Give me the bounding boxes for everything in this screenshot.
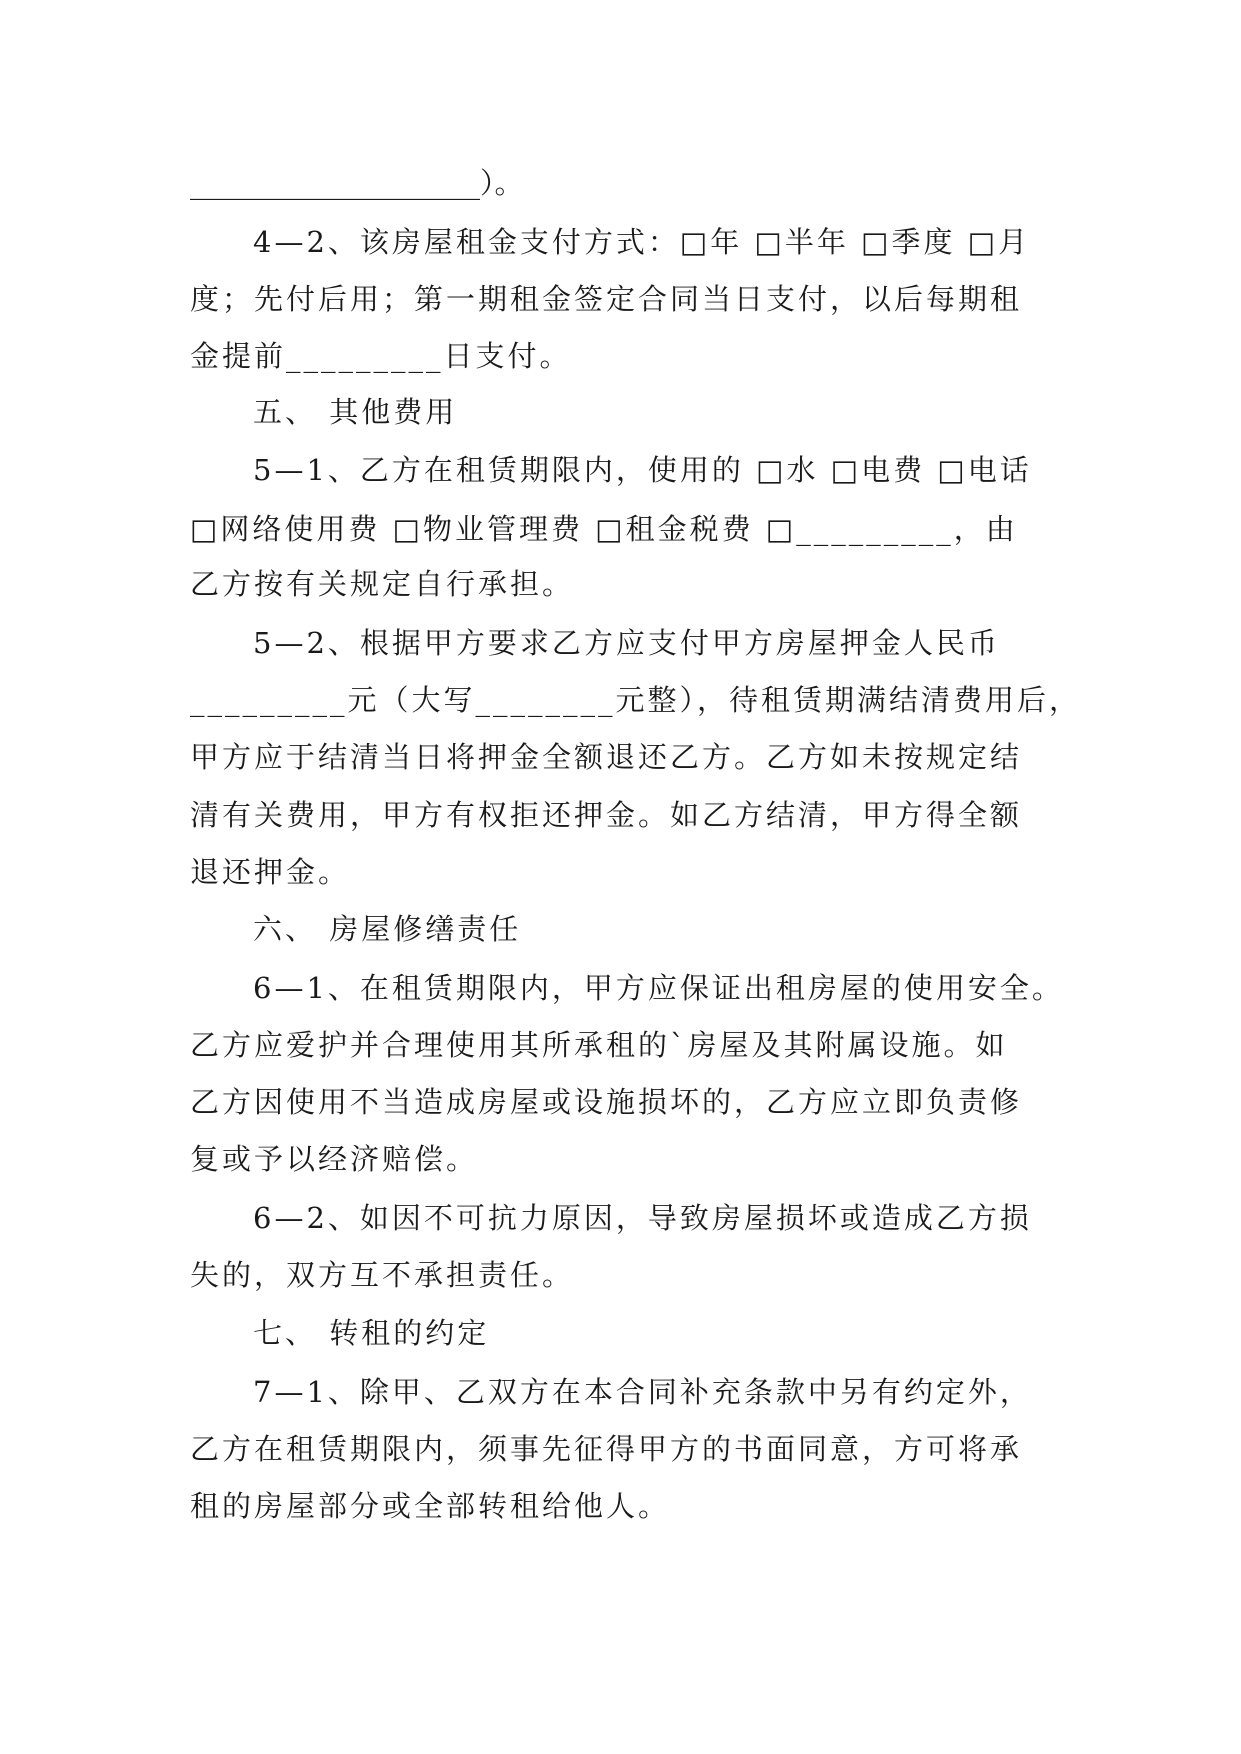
text-line: ____________________）。 xyxy=(190,166,524,200)
section-heading: 七、 转租的约定 xyxy=(253,1316,490,1350)
text-line: □网络使用费 □物业管理费 □租金税费 □_________，由 xyxy=(190,512,1018,546)
text-line: 6—2、如因不可抗力原因，导致房屋损坏或造成乙方损 xyxy=(253,1201,1032,1235)
text-line: 度；先付后用；第一期租金签定合同当日支付，以后每期租 xyxy=(190,282,1023,316)
text-line: 退还押金。 xyxy=(190,855,351,889)
text-line: 乙方按有关规定自行承担。 xyxy=(190,567,575,601)
text-line: 7—1、除甲、乙双方在本合同补充条款中另有约定外， xyxy=(253,1375,1032,1409)
text-line: 乙方在租赁期限内，须事先征得甲方的书面同意，方可将承 xyxy=(190,1432,1023,1466)
text-line: 失的，双方互不承担责任。 xyxy=(190,1258,575,1292)
text-line: 租的房屋部分或全部转租给他人。 xyxy=(190,1489,671,1523)
text-line: 金提前_________日支付。 xyxy=(190,339,572,373)
text-line: 6—1、在租赁期限内，甲方应保证出租房屋的使用安全。 xyxy=(253,971,1064,1005)
text-line: 清有关费用，甲方有权拒还押金。如乙方结清，甲方得全额 xyxy=(190,798,1023,832)
text-line: 乙方因使用不当造成房屋或设施损坏的，乙方应立即负责修 xyxy=(190,1085,1023,1119)
section-heading: 五、 其他费用 xyxy=(253,395,458,429)
text-line: 5—1、乙方在租赁期限内，使用的 □水 □电费 □电话 xyxy=(253,453,1032,487)
text-line: 5—2、根据甲方要求乙方应支付甲方房屋押金人民币 xyxy=(253,626,1000,660)
text-line: 复或予以经济赔偿。 xyxy=(190,1142,479,1176)
text-line: 甲方应于结清当日将押金全额退还乙方。乙方如未按规定结 xyxy=(190,740,1023,774)
section-heading: 六、 房屋修缮责任 xyxy=(253,912,522,946)
text-line: _________元（大写________元整），待租赁期满结清费用后， xyxy=(190,683,1082,717)
text-line: 4—2、该房屋租金支付方式：□年 □半年 □季度 □月 xyxy=(253,225,1031,259)
text-line: 乙方应爱护并合理使用其所承租的`房屋及其附属设施。如 xyxy=(190,1028,1008,1062)
